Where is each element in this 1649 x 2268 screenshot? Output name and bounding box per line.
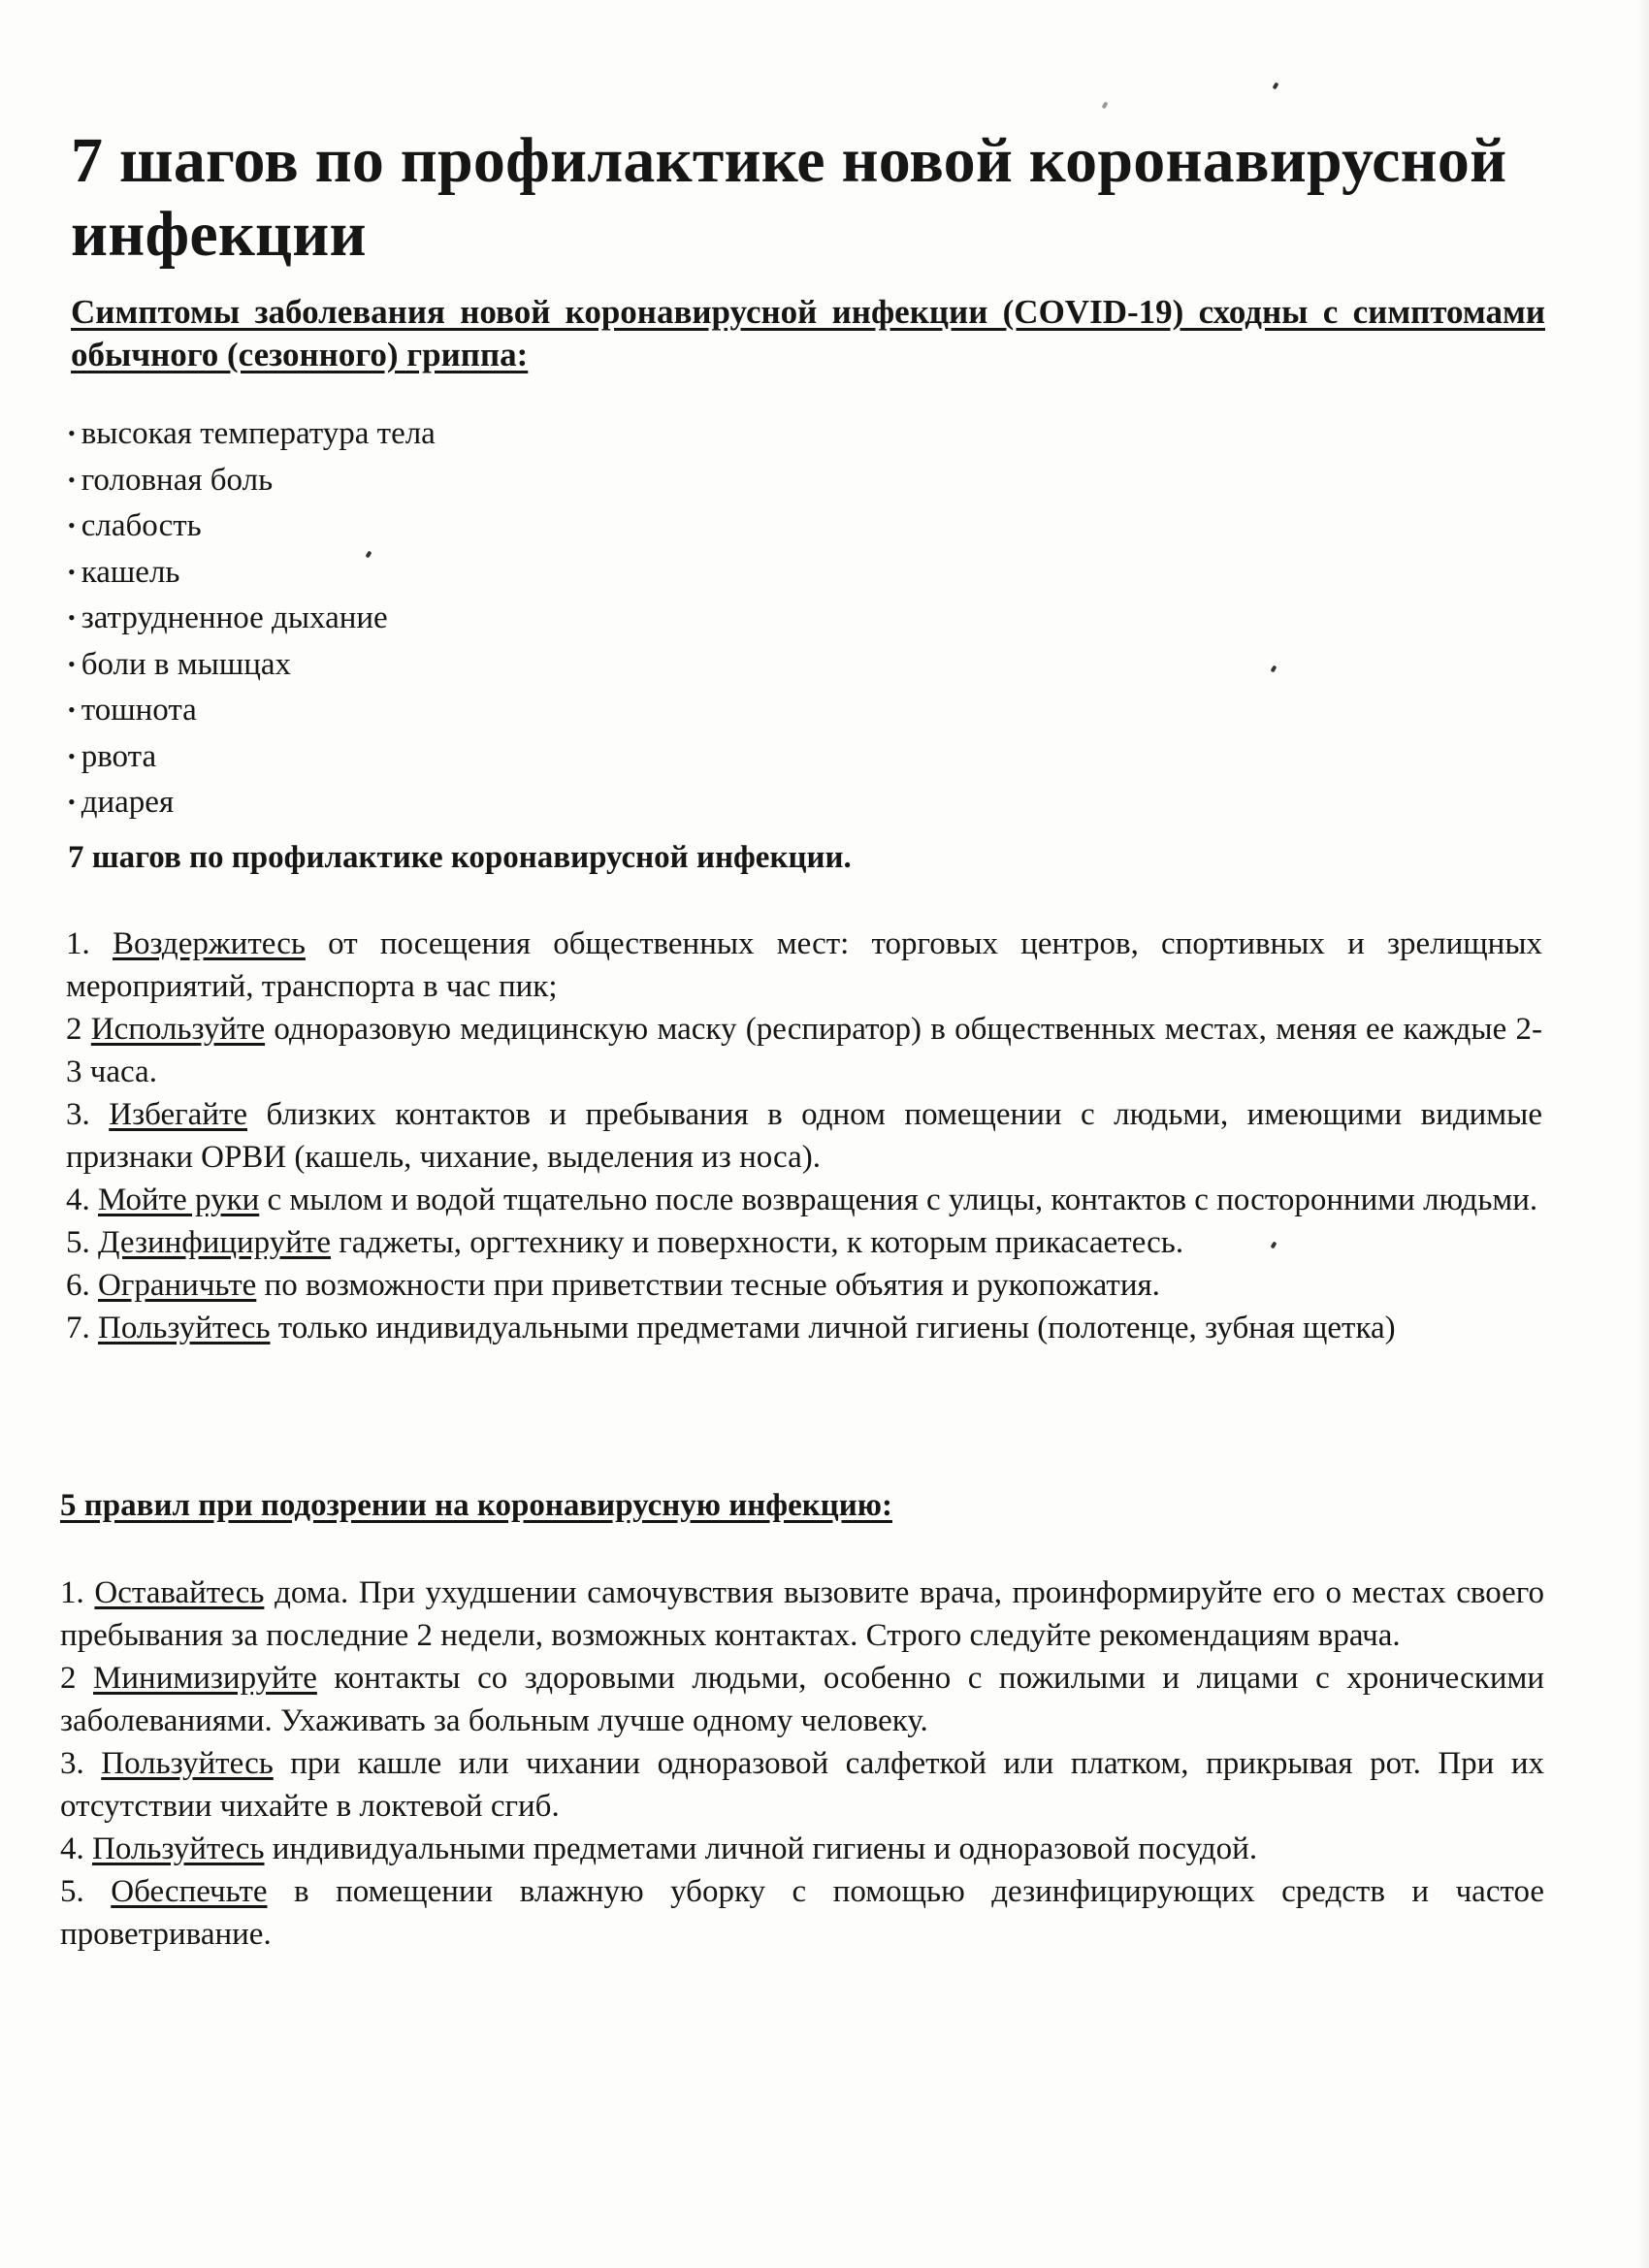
step-text: гаджеты, оргтехнику и поверхности, к которым прикасаетесь. xyxy=(339,1225,1184,1260)
symptoms-intro: Симптомы заболевания новой коронавирусной инфекции (COVID-19) сходны с симптомами обычного (сезонного) гриппа: xyxy=(71,293,1545,373)
step-keyword: Избегайте xyxy=(109,1097,248,1132)
rule-item xyxy=(60,1828,1544,1870)
symptom-item: • затрудненное дыхание xyxy=(68,597,747,643)
step-keyword: Воздержитесь xyxy=(112,926,306,961)
symptom-item: • рвота xyxy=(68,735,747,782)
scan-speck xyxy=(1102,101,1109,109)
step-number: 3. xyxy=(66,1097,90,1132)
scan-speck xyxy=(1273,81,1279,89)
step-item xyxy=(66,1008,1542,1093)
rule-item xyxy=(60,1571,1544,1657)
rule-item xyxy=(60,1742,1544,1828)
rules-list xyxy=(60,1571,1544,1956)
step-keyword: Дезинфицируйте xyxy=(98,1225,331,1260)
step-number: 2 xyxy=(66,1012,82,1047)
rule-keyword: Пользуйтесь xyxy=(101,1746,274,1781)
step-item xyxy=(66,1264,1542,1307)
rule-keyword: Обеспечьте xyxy=(111,1874,268,1909)
step-keyword: Мойте руки xyxy=(98,1183,260,1217)
step-number: 4. xyxy=(66,1183,90,1217)
symptom-item: • кашель xyxy=(68,551,747,598)
step-item xyxy=(66,1221,1542,1264)
steps-heading: 7 шагов по профилактике коронавирусной инфекции. xyxy=(68,840,852,875)
rule-item xyxy=(60,1870,1544,1956)
symptom-item: • тошнота xyxy=(68,689,747,735)
rule-number: 2 xyxy=(60,1661,77,1696)
step-text: от посещения общественных мест: торговых центров, спортивных и зрелищных мероприятий, транспорта в час пик; xyxy=(66,926,1543,1004)
rule-text: в помещении влажную уборку с помощью дезинфицирующих средств и частое проветривание. xyxy=(60,1874,1545,1952)
step-item xyxy=(66,1307,1542,1349)
step-text: одноразовую медицинскую маску (респиратор) в общественных местах, меняя ее каждые 2-3 часа. xyxy=(66,1012,1543,1089)
rule-keyword: Оставайтесь xyxy=(94,1575,265,1610)
symptom-item: • диарея xyxy=(68,781,747,827)
rules-heading: 5 правил при подозрении на коронавирусную инфекцию: xyxy=(60,1488,892,1523)
rule-text: дома. При ухудшении самочувствия вызовите врача, проинформируйте его о местах своего пребывания за последние 2 недели, возможных контактах. Строго следуйте рекомендациям врача. xyxy=(60,1575,1545,1653)
rule-number: 3. xyxy=(60,1746,84,1781)
step-text: только индивидуальными предметами личной гигиены (полотенце, зубная щетка) xyxy=(277,1311,1396,1345)
symptom-item: • высокая температура тела xyxy=(68,412,747,459)
step-keyword: Пользуйтесь xyxy=(98,1311,271,1345)
scan-speck xyxy=(1271,664,1277,672)
symptoms-list xyxy=(68,412,747,827)
step-item xyxy=(66,923,1542,1008)
step-number: 5. xyxy=(66,1225,90,1260)
step-item xyxy=(66,1179,1542,1221)
step-text: близких контактов и пребывания в одном помещении с людьми, имеющими видимые признаки ОРВИ (кашель, чихание, выделения из носа). xyxy=(66,1097,1543,1175)
rule-keyword: Пользуйтесь xyxy=(92,1831,265,1866)
step-number: 6. xyxy=(66,1268,90,1303)
scan-edge-shadow xyxy=(1637,0,1649,2268)
rule-text: контакты со здоровыми людьми, особенно с пожилыми и лицами с хроническими заболеваниями. Ухаживать за больным лучше одному человеку. xyxy=(60,1661,1545,1738)
symptom-item: • головная боль xyxy=(68,459,747,505)
step-item xyxy=(66,1093,1542,1179)
symptom-item: • боли в мышцах xyxy=(68,643,747,690)
rule-number: 5. xyxy=(60,1874,84,1909)
steps-list xyxy=(66,923,1542,1349)
step-keyword: Используйте xyxy=(90,1012,266,1047)
page-title: 7 шагов по профилактике новой коронавирусной инфекции xyxy=(71,125,1507,270)
rule-number: 1. xyxy=(60,1575,84,1610)
step-text: с мылом и водой тщательно после возвращения с улицы, контактов с посторонними людьми. xyxy=(267,1183,1538,1217)
symptom-item: • слабость xyxy=(68,504,747,551)
rule-text: индивидуальными предметами личной гигиены и одноразовой посудой. xyxy=(272,1831,1258,1866)
rule-number: 4. xyxy=(60,1831,84,1866)
step-number: 7. xyxy=(66,1311,90,1345)
rule-keyword: Минимизируйте xyxy=(93,1661,317,1696)
rule-text: при кашле или чихании одноразовой салфеткой или платком, прикрывая рот. При их отсутствии чихайте в локтевой сгиб. xyxy=(60,1746,1545,1824)
step-keyword: Ограничьте xyxy=(98,1268,257,1303)
step-text: по возможности при приветствии тесные объятия и рукопожатия. xyxy=(264,1268,1160,1303)
step-number: 1. xyxy=(66,926,90,961)
rule-item xyxy=(60,1657,1544,1742)
